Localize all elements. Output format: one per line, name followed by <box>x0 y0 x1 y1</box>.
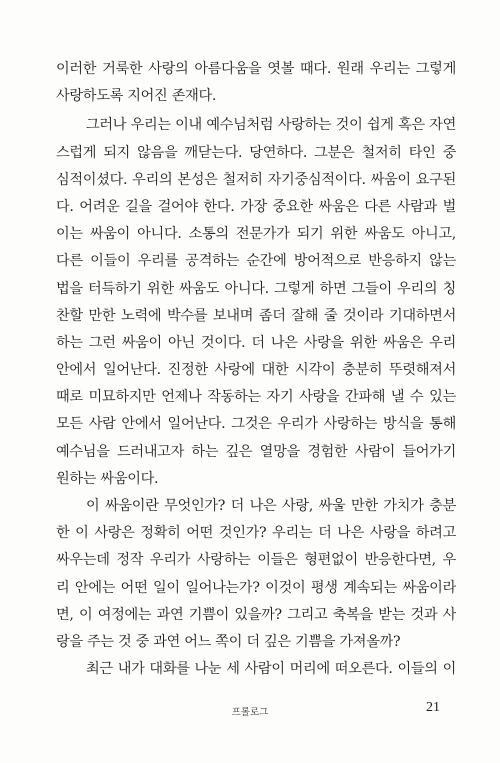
text-line: 하는 그런 싸움이 아닌 것이다. 더 나은 사랑을 위한 싸움은 우리 <box>56 334 456 351</box>
text-line: 법을 터득하기 위한 싸움도 아니다. 그렇게 하면 그들이 우리의 칭 <box>56 280 456 297</box>
running-title: 프롤로그 <box>231 707 269 718</box>
text-line: 한 이 사랑은 정확히 어떤 것인가? 우리는 더 나은 사랑을 하려고 <box>56 525 456 542</box>
text-line: 최근 내가 대화를 나눈 세 사람이 머리에 떠오른다. 이들의 이 <box>86 661 456 678</box>
text-line: 랑을 주는 것 중 과연 어느 쪽이 더 깊은 기쁨을 가져올까? <box>56 633 401 650</box>
text-line: 그러나 우리는 이내 예수님처럼 사랑하는 것이 쉽게 혹은 자연 <box>86 117 456 134</box>
text-line: 리 안에는 어떤 일이 일어나는가? 이것이 평생 계속되는 싸움이라 <box>56 579 456 596</box>
text-line: 싸우는데 정작 우리가 사랑하는 이들은 형편없이 반응한다면, 우 <box>56 552 456 569</box>
text-line: 모든 사람 안에서 일어난다. 그것은 우리가 사랑하는 방식을 통해 <box>56 416 456 433</box>
page-number: 21 <box>426 700 440 715</box>
text-line: 사랑하도록 지어진 존재다. <box>56 88 217 105</box>
text-line: 찬할 만한 노력에 박수를 보내며 좀더 잘해 줄 것이라 기대하면서 <box>56 307 456 324</box>
text-line: 예수님을 드러내고자 하는 깊은 열망을 경험한 사람이 들어가기 <box>56 443 456 460</box>
text-line: 스럽게 되지 않음을 깨닫는다. 당연하다. 그분은 철저히 타인 중 <box>56 144 456 161</box>
text-line: 이 싸움이란 무엇인가? 더 나은 사랑, 싸울 만한 가치가 충분 <box>86 498 456 514</box>
text-line: 다. 어려운 길을 걸어야 한다. 가장 중요한 싸움은 다른 사람과 벌 <box>56 198 456 215</box>
text-line: 면, 이 여정에는 과연 기쁨이 있을까? 그리고 축복을 받는 것과 사 <box>56 606 456 623</box>
text-line: 원하는 싸움이다. <box>56 470 159 487</box>
text-line: 이는 싸움이 아니다. 소통의 전문가가 되기 위한 싸움도 아니고, <box>56 226 456 243</box>
page-footer <box>0 700 500 724</box>
text-line: 안에서 일어난다. 진정한 사랑에 대한 시각이 충분히 뚜렷해져서 <box>56 362 456 379</box>
text-line: 다른 이들이 우리를 공격하는 순간에 방어적으로 반응하지 않는 <box>56 253 456 270</box>
text-line: 때로 미묘하지만 언제나 작동하는 자기 사랑을 간파해 낼 수 있는 <box>56 389 456 406</box>
text-line: 심적이셨다. 우리의 본성은 철저히 자기중심적이다. 싸움이 요구된 <box>56 171 456 188</box>
text-line: 이러한 거룩한 사랑의 아름다움을 엿볼 때다. 원래 우리는 그렇게 <box>56 61 456 77</box>
body-text <box>56 56 456 683</box>
